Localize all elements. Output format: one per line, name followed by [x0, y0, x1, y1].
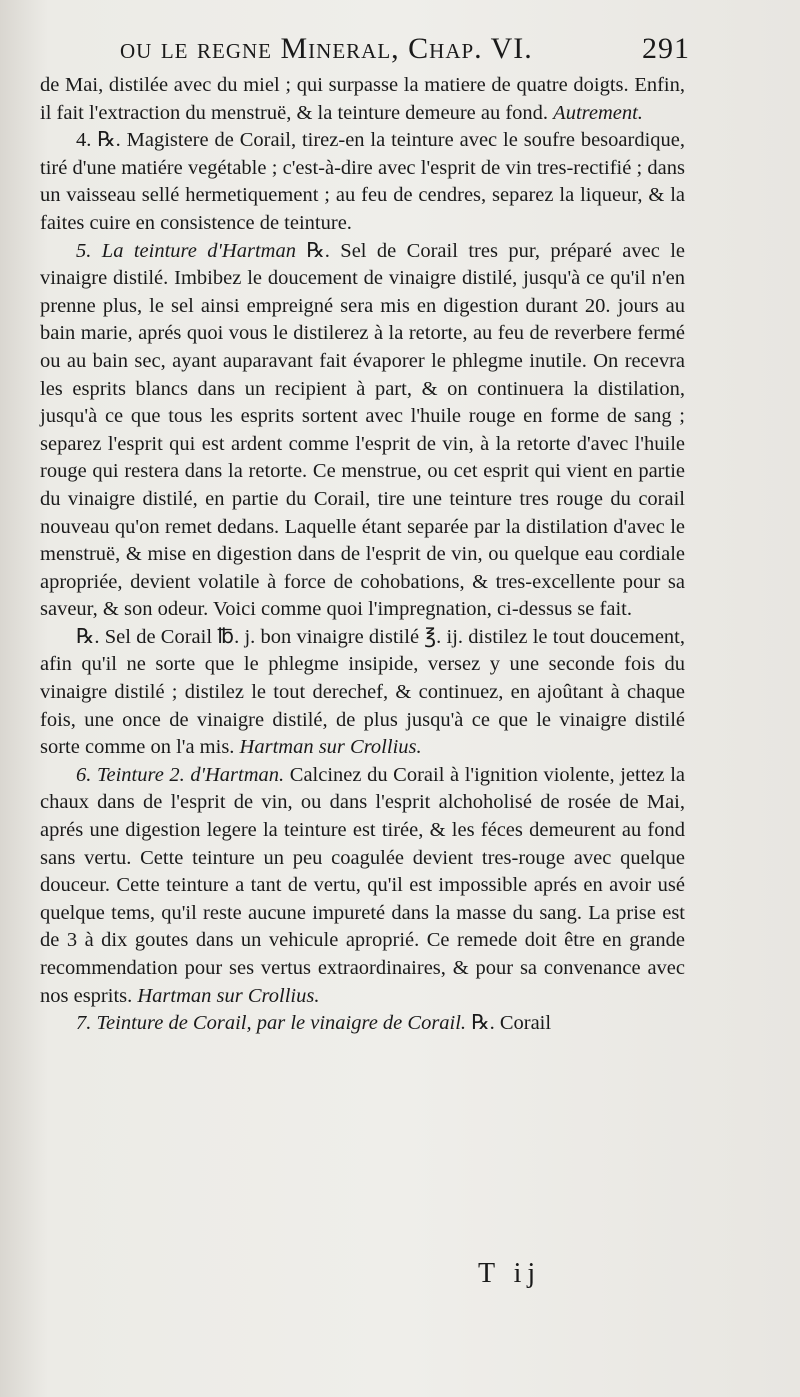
paragraph-5b [40, 624, 685, 762]
paragraph-6-tail: Hartman sur Crollius. [137, 984, 320, 1007]
page-number: 291 [642, 32, 690, 65]
paragraph-6-heading: 6. Teinture 2. d'Hartman. [76, 763, 285, 786]
paragraph-5b-text: ℞. Sel de Corail ℔. j. bon vinaigre distilé ℥. ij. distilez le tout doucement, afin qu'il ne sorte que le phlegme insipide, versez y une seconde fois du vinaigre distilé ; distilez le tout derechef, & continuez, en ajoûtant à chaque fois, une once de vinaigre distilé, de plus jusqu'à ce que le vinaigre distilé sorte comme on l'a mis. [40, 625, 685, 759]
continuation-tail: Autrement. [553, 101, 643, 124]
paragraph-5-text: ℞. Sel de Corail tres pur, préparé avec le vinaigre distilé. Imbibez le doucement de vinaigre distilé, jusqu'à ce qu'il n'en prenne plus, le sel ainsi empreigné sera mis en digestion durant 20. jours au bain marie, aprés quoi vous le distilerez à la retorte, au feu de reverbere fermé ou au bain sec, ayant auparavant fait évaporer le phlegme inutile. On recevra les esprits blancs dans un recipient à part, & on continuera la distilation, jusqu'à ce que tous les esprits sortent avec l'huile rouge en forme de sang ; separez l'esprit qui est ardent comme l'esprit de vin, à la retorte d'avec l'huile rouge qui restera dans la retorte. Ce menstrue, ou cet esprit qui vient en partie du vinaigre distilé, en partie du Corail, tire une teinture tres rouge du corail nouveau qu'on remet dedans. Laquelle étant separée par la distilation d'avec le menstruë, & mise en digestion dans de l'esprit de vin, ou quelque eau cordiale apropriée, devient volatile à force de cohobations, & tres-excellente pour sa saveur, & son odeur. Voici comme quoi l'impregnation, ci-dessus se fait. [40, 239, 686, 621]
signature-mark: T ij [478, 1258, 542, 1289]
paragraph-7-heading: 7. Teinture de Corail, par le vinaigre de Corail. [76, 1012, 467, 1035]
paragraph-continuation [40, 72, 685, 127]
continuation-text: de Mai, distilée avec du miel ; qui surpasse la matiere de quatre doigts. Enfin, il fait l'extraction du menstruë, & la teinture demeure au fond. [40, 74, 685, 124]
paragraph-4: 4. ℞. Magistere de Corail, tirez-en la teinture avec le soufre besoardique, tiré d'une matiére vegétable ; c'est-à-dire avec l'esprit de vin tres-rectifié ; dans un vaisseau sellé hermetiquement ; au feu de cendres, separez la liqueur, & la faites cuire en consistence de teinture. [40, 129, 685, 234]
paragraph-5b-tail: Hartman sur Crollius. [239, 736, 422, 759]
body-text [40, 72, 685, 1038]
running-title: ou le regne Mineral, Chap. VI. [120, 32, 533, 65]
paragraph-7-text: ℞. Corail [471, 1012, 552, 1035]
paragraph-7 [40, 1010, 685, 1038]
page-header [120, 30, 690, 74]
paragraph-5 [40, 238, 685, 624]
paragraph-6 [40, 762, 685, 1010]
paragraph-6-text: Calcinez du Corail à l'ignition violente, jettez la chaux dans de l'esprit de vin, ou dans l'esprit alchoholisé de rosée de Mai, aprés une digestion legere la teinture est tirée, & les féces demeurent au fond sans vertu. Cette teinture un peu coagulée devient tres-rouge avec quelque douceur. Cette teinture a tant de vertu, qu'il est impossible aprés en avoir usé quelque tems, qu'il reste aucune impureté dans la masse du sang. La prise est de 3 à dix goutes dans un vehicule aproprié. Ce remede doit être en grande recommendation pour ses vertus extraordinaires, & pour sa convenance avec nos esprits. [40, 763, 686, 1007]
paragraph-5-heading: 5. La teinture d'Hartman [76, 239, 296, 262]
